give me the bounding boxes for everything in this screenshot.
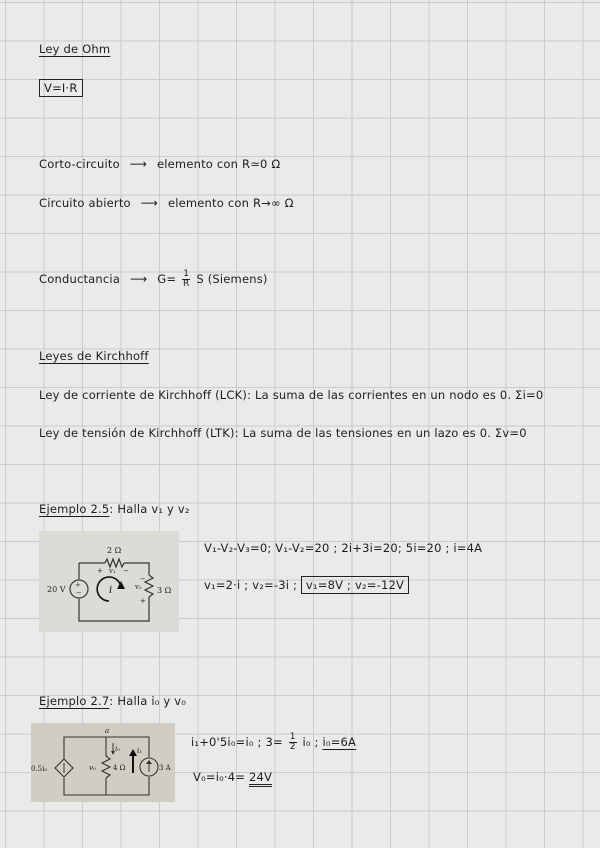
circuit-v2-minus: − [140,575,146,583]
conductance-unit: S (Siemens) [196,272,268,286]
circuit-v1-label: v₁ [109,567,116,575]
example-25-equation-2-text: v₁=2·i ; v₂=-3i ; [204,578,298,592]
example-27-task: : Halla i₀ y v₀ [109,694,187,708]
circuit-source-label: 20 V [47,585,66,594]
example-27-equation-2 [193,770,272,784]
circuit-resistor-label: 4 Ω [113,764,126,772]
circuit-resistor-right-label: 3 Ω [157,586,172,595]
definition-short-circuit [39,157,280,171]
circuit-v0-label: v₀ [89,764,96,772]
circuit-source-minus: − [76,589,82,597]
ohm-formula-box: V=I·R [39,79,83,97]
ohm-title: Ley de Ohm [39,42,111,56]
example-27-equation-1b: i₀ ; [302,735,319,749]
circuit-v2-label: v₂ [135,583,142,591]
conductance-line [39,270,268,289]
circuit-v2-plus: + [140,597,146,605]
arrow-icon: ⟶ [129,157,148,171]
fraction-numerator: 1 [183,269,190,279]
circuit-node-label: a [105,727,110,735]
circuit-v1-plus: + [97,567,103,575]
definition-open-circuit [39,196,294,210]
short-circuit-term: Corto-circuito [39,157,120,171]
example-27-circuit-diagram [31,723,175,802]
circuit-current-label: i [109,585,113,596]
kirchhoff-lck: Ley de corriente de Kirchhoff (LCK): La suma de las corrientes en un nodo es 0. Σi=0 [39,388,544,402]
example-27-fraction-denominator: 2 [289,742,296,752]
example-27-title: Ejemplo 2.7 [39,694,110,708]
conductance-term: Conductancia [39,272,121,286]
example-25-circuit-diagram [39,531,179,632]
example-27-equation-1 [191,733,356,752]
example-25-circuit-photo [39,531,179,632]
example-27-equation-1a: i₁+0'5i₀=i₀ ; 3= [191,735,283,749]
example-25-equation-1: V₁-V₂-V₃=0; V₁-V₂=20 ; 2i+3i=20; 5i=20 ; i=4A [204,541,483,555]
example-25-equation-2 [204,578,409,592]
open-circuit-term: Circuito abierto [39,196,131,210]
arrow-icon: ⟶ [129,272,148,286]
example-25-heading [39,502,190,516]
example-27-fraction-numerator: 1 [289,732,296,742]
example-27-fraction [289,733,297,752]
example-27-heading [39,694,186,708]
circuit-dep-source-label: 0.5i₀ [31,765,48,773]
fraction-denominator: R [183,279,190,289]
arrow-icon: ⟶ [140,196,159,210]
circuit-v1-minus: − [123,567,129,575]
circuit-i1-label: i₁ [137,747,143,755]
kirchhoff-title: Leyes de Kirchhoff [39,349,149,363]
example-27-circuit-photo [31,723,175,802]
example-27-result-1: i₀=6A [322,735,357,749]
kirchhoff-ltk: Ley de tensión de Kirchhoff (LTK): La suma de las tensiones en un lazo es 0. Σv=0 [39,426,527,440]
short-circuit-desc: elemento con R≃0 Ω [156,157,281,171]
example-25-result-box: v₁=8V ; v₂=-12V [301,576,409,594]
example-25-task: : Halla v₁ y v₂ [109,502,190,516]
conductance-fraction [182,270,190,289]
example-27-result-2: 24V [249,770,272,787]
open-circuit-desc: elemento con R→∞ Ω [167,196,294,210]
conductance-lhs: G= [157,272,177,286]
circuit-source-plus: + [75,581,81,589]
example-27-equation-2-text: V₀=i₀·4= [193,770,246,784]
example-25-title: Ejemplo 2.5 [39,502,110,516]
circuit-i0-label: i₀ [115,745,121,753]
circuit-resistor-top-label: 2 Ω [107,546,122,555]
circuit-current-source-label: 3 A [159,764,171,772]
